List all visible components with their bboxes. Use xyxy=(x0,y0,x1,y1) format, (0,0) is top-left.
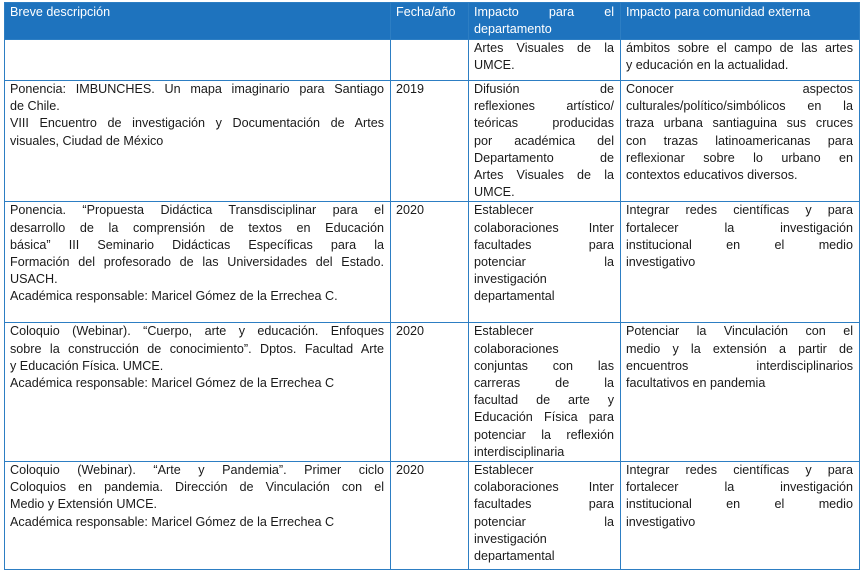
cell-impact-department-line: UMCE. xyxy=(474,185,515,200)
cell-impact-department-line: reflexiones artístico/ xyxy=(474,99,614,114)
cell-impact-external-line: investigativo xyxy=(626,255,696,270)
cell-description-line: Coloquios en pandemia. Dirección de Vinculación con el xyxy=(10,480,384,495)
cell-impact-department-line: potenciar la reflexión xyxy=(474,427,614,442)
table-row xyxy=(5,323,860,462)
cell-impact-external xyxy=(621,202,860,323)
cell-description xyxy=(5,462,391,570)
cell-impact-department-line: Establecer xyxy=(474,324,534,339)
header-year: Fecha/año xyxy=(391,3,469,40)
cell-description-line: desarrollo de la comprensión de textos en Educación xyxy=(10,220,384,235)
cell-impact-department xyxy=(469,323,621,462)
header-impact-department xyxy=(469,3,621,40)
cell-impact-external-line: ámbitos sobre el campo de las artes xyxy=(626,41,853,55)
cell-year: 2020 xyxy=(391,462,469,570)
cell-year: 2020 xyxy=(391,323,469,462)
cell-description-line: Académica responsable: Maricel Gómez de la Errechea C. xyxy=(10,289,338,304)
cell-impact-department-line: teóricas producidas xyxy=(474,116,614,131)
table-row xyxy=(5,462,860,570)
table-header-row xyxy=(5,3,860,40)
cell-impact-external-line: culturales/político/simbólicos en la xyxy=(626,99,853,114)
cell-impact-department-line: colaboraciones xyxy=(474,341,559,356)
cell-impact-external-line: fortalecer la investigación xyxy=(626,220,853,235)
cell-description-line: visuales, Ciudad de México xyxy=(10,133,164,148)
cell-impact-external-line: reflexionar sobre lo urbano en xyxy=(626,150,853,165)
cell-impact-external-line: encuentros interdisciplinarios xyxy=(626,358,853,373)
cell-impact-external-line: institucional en el medio xyxy=(626,237,853,252)
activities-table xyxy=(4,2,860,570)
cell-description-line: Ponencia. “Propuesta Didáctica Transdisciplinar para el xyxy=(10,203,384,218)
cell-description-line: de Chile. xyxy=(10,99,60,114)
cell-description-line: Coloquio (Webinar). “Cuerpo, arte y educación. Enfoques xyxy=(10,324,384,339)
cell-impact-department-line: departamental xyxy=(474,289,555,304)
cell-impact-department-line: Establecer xyxy=(474,463,534,478)
cell-impact-department-line: colaboraciones Inter xyxy=(474,220,614,235)
header-impact-department-line: Impacto para el xyxy=(474,5,614,19)
cell-impact-department-line: Establecer xyxy=(474,203,534,218)
cell-year xyxy=(391,40,469,81)
cell-impact-department-line: conjuntas con las xyxy=(474,358,614,373)
cell-impact-department-line: potenciar la xyxy=(474,514,614,529)
cell-impact-department-line: Artes Visuales de la xyxy=(474,41,614,55)
header-impact-external: Impacto para comunidad externa xyxy=(621,3,860,40)
cell-impact-department-line: interdisciplinaria xyxy=(474,444,565,459)
cell-impact-department-line: Educación Física para xyxy=(474,410,614,425)
cell-impact-department-line: carreras de la xyxy=(474,376,614,391)
table-body xyxy=(5,40,860,570)
cell-description-line: Académica responsable: Maricel Gómez de la Errechea C xyxy=(10,514,335,529)
cell-description xyxy=(5,323,391,462)
cell-description xyxy=(5,40,391,81)
table-row xyxy=(5,40,860,81)
cell-impact-department xyxy=(469,81,621,202)
cell-impact-external xyxy=(621,40,860,81)
cell-description-line: sobre la construcción de conocimiento”. Dptos. Facultad Arte xyxy=(10,341,384,356)
cell-description-line: Formación del profesorado de las Universidades del Estado. xyxy=(10,255,384,270)
cell-description-line: básica” III Seminario Didácticas Específicas para la xyxy=(10,237,384,252)
header-description: Breve descripción xyxy=(5,3,391,40)
cell-impact-external-line: Integrar redes científicas y para xyxy=(626,203,853,218)
cell-description xyxy=(5,81,391,202)
cell-impact-external-line: Conocer aspectos xyxy=(626,82,853,96)
cell-year: 2020 xyxy=(391,202,469,323)
cell-impact-external-line: institucional en el medio xyxy=(626,497,853,512)
cell-impact-department xyxy=(469,462,621,570)
cell-impact-department-line: Departamento de xyxy=(474,150,614,165)
cell-impact-department-line: Artes Visuales de la xyxy=(474,168,614,183)
cell-impact-external-line: Integrar redes científicas y para xyxy=(626,463,853,478)
cell-impact-external-line: medio y la extensión a partir de xyxy=(626,341,853,356)
cell-impact-department-line: investigación xyxy=(474,272,547,287)
cell-impact-department-line: departamental xyxy=(474,549,555,564)
header-impact-department-line: departamento xyxy=(474,22,552,37)
cell-impact-department-line: facultades para xyxy=(474,497,614,512)
cell-impact-external xyxy=(621,462,860,570)
cell-impact-department-line: facultades para xyxy=(474,237,614,252)
cell-impact-external-line: con trazas latinoamericanas para xyxy=(626,133,853,148)
cell-impact-department-line: UMCE. xyxy=(474,58,515,73)
cell-description-line: Coloquio (Webinar). “Arte y Pandemia”. Primer ciclo xyxy=(10,463,384,478)
cell-impact-external-line: Potenciar la Vinculación con el xyxy=(626,324,853,339)
cell-impact-external-line: fortalecer la investigación xyxy=(626,480,853,495)
table-row xyxy=(5,202,860,323)
cell-impact-department-line: investigación xyxy=(474,531,547,546)
cell-description-line: USACH. xyxy=(10,272,58,287)
table-row xyxy=(5,81,860,202)
cell-impact-external xyxy=(621,81,860,202)
cell-impact-external-line: contextos educativos diversos. xyxy=(626,168,798,183)
cell-impact-department-line: por académica del xyxy=(474,133,614,148)
cell-impact-external-line: facultativos en pandemia xyxy=(626,376,766,391)
cell-impact-department xyxy=(469,202,621,323)
cell-impact-department xyxy=(469,40,621,81)
cell-description-line: VIII Encuentro de investigación y Documentación de Artes xyxy=(10,116,384,131)
cell-description xyxy=(5,202,391,323)
cell-impact-external-line: y educación en la actualidad. xyxy=(626,58,789,73)
cell-impact-department-line: facultad de arte y xyxy=(474,393,614,408)
cell-description-line: Académica responsable: Maricel Gómez de la Errechea C xyxy=(10,376,335,391)
cell-impact-department-line: potenciar la xyxy=(474,255,614,270)
cell-impact-external xyxy=(621,323,860,462)
cell-impact-department-line: colaboraciones Inter xyxy=(474,480,614,495)
cell-description-line: y Educación Física. UMCE. xyxy=(10,358,164,373)
cell-description-line: Ponencia: IMBUNCHES. Un mapa imaginario para Santiago xyxy=(10,82,384,96)
cell-impact-external-line: investigativo xyxy=(626,514,696,529)
cell-description-line: Medio y Extensión UMCE. xyxy=(10,497,157,512)
cell-year: 2019 xyxy=(391,81,469,202)
cell-impact-external-line: traza urbana santiaguina sus cruces xyxy=(626,116,853,131)
cell-impact-department-line: Difusión de xyxy=(474,82,614,96)
